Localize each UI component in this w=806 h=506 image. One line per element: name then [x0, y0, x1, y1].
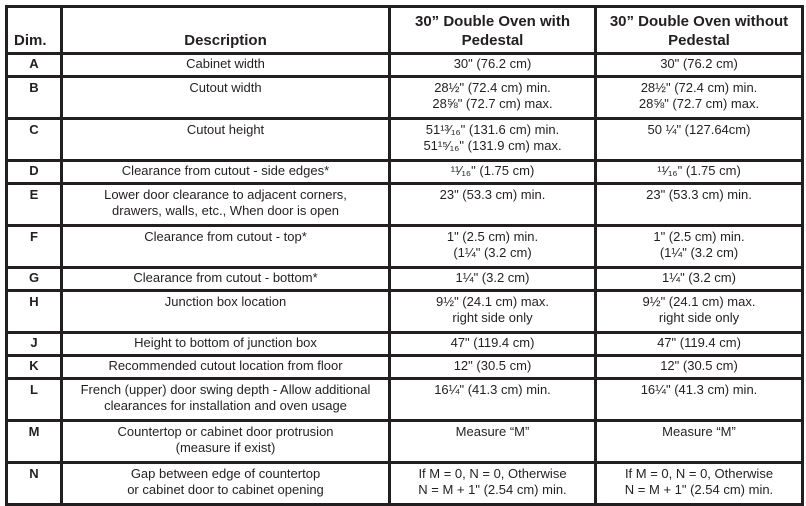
- description-cell: [62, 333, 390, 356]
- header-dim: Dim.: [7, 7, 62, 54]
- with-pedestal-cell-line: 23" (53.3 cm) min.: [439, 187, 546, 202]
- table-row: [7, 226, 803, 268]
- without-pedestal-cell-line: 12" (30.5 cm): [660, 358, 738, 373]
- header-with-pedestal: [390, 7, 596, 54]
- with-pedestal-cell-line: 51¹³⁄₁₆" (131.6 cm) min.: [425, 122, 560, 137]
- without-pedestal-cell-line: 47" (119.4 cm): [657, 335, 741, 350]
- dim-cell: C: [7, 119, 62, 161]
- table-row: [7, 184, 803, 226]
- without-pedestal-cell-line: 50 ¼" (127.64cm): [647, 122, 751, 137]
- without-pedestal-cell-line: 9½" (24.1 cm) max.: [642, 294, 756, 309]
- description-cell-line: Cutout width: [189, 80, 262, 95]
- table-row: [7, 54, 803, 77]
- description-cell-line: or cabinet door to cabinet opening: [127, 482, 324, 497]
- with-pedestal-cell-line: N = M + 1" (2.54 cm) min.: [418, 482, 567, 497]
- description-cell-line: French (upper) door swing depth - Allow additional: [80, 382, 371, 397]
- without-pedestal-cell: [596, 161, 803, 184]
- dim-cell: G: [7, 268, 62, 291]
- description-cell-line: Cutout height: [186, 122, 265, 137]
- header-with-pedestal-line: Pedestal: [461, 32, 524, 49]
- without-pedestal-cell: [596, 333, 803, 356]
- dim-cell: J: [7, 333, 62, 356]
- with-pedestal-cell-line: 12" (30.5 cm): [453, 358, 532, 373]
- description-cell: [62, 226, 390, 268]
- description-cell: [62, 161, 390, 184]
- description-cell-line: Clearance from cutout - side edges*: [121, 163, 330, 178]
- description-cell-line: (measure if exist): [175, 440, 276, 455]
- without-pedestal-cell: [596, 379, 803, 421]
- description-cell-line: Clearance from cutout - top*: [144, 229, 307, 244]
- description-cell-line: Lower door clearance to adjacent corners,: [104, 187, 347, 202]
- dim-cell: L: [7, 379, 62, 421]
- table-row: [7, 161, 803, 184]
- description-cell: [62, 421, 390, 463]
- without-pedestal-cell-line: 28½" (72.4 cm) min.: [640, 80, 758, 95]
- header-without-pedestal-line: Pedestal: [668, 32, 730, 49]
- with-pedestal-cell: [390, 184, 596, 226]
- without-pedestal-cell: [596, 268, 803, 291]
- header-description: Description: [62, 7, 390, 54]
- table-row: [7, 77, 803, 119]
- without-pedestal-cell-line: ¹¹⁄₁₆" (1.75 cm): [657, 163, 741, 178]
- table-row: [7, 268, 803, 291]
- with-pedestal-cell: [390, 291, 596, 333]
- table-row: [7, 333, 803, 356]
- without-pedestal-cell-line: 23" (53.3 cm) min.: [646, 187, 752, 202]
- without-pedestal-cell-line: (1¼" (3.2 cm): [659, 245, 739, 260]
- without-pedestal-cell: [596, 226, 803, 268]
- without-pedestal-cell: [596, 184, 803, 226]
- without-pedestal-cell: [596, 463, 803, 505]
- dim-cell: M: [7, 421, 62, 463]
- dimensions-table: [5, 5, 804, 506]
- description-cell-line: Clearance from cutout - bottom*: [133, 270, 318, 285]
- with-pedestal-cell-line: 1¼" (3.2 cm): [455, 270, 530, 285]
- dim-cell: A: [7, 54, 62, 77]
- with-pedestal-cell: [390, 119, 596, 161]
- with-pedestal-cell-line: ¹¹⁄₁₆" (1.75 cm): [450, 163, 535, 178]
- dim-cell: H: [7, 291, 62, 333]
- description-cell: [62, 291, 390, 333]
- without-pedestal-cell: [596, 54, 803, 77]
- dim-cell: D: [7, 161, 62, 184]
- with-pedestal-cell-line: 9½" (24.1 cm) max.: [436, 294, 549, 309]
- description-cell-line: Cabinet width: [186, 56, 265, 71]
- with-pedestal-cell-line: 1" (2.5 cm) min.: [446, 229, 539, 244]
- with-pedestal-cell-line: 47" (119.4 cm): [450, 335, 535, 350]
- without-pedestal-cell-line: 30" (76.2 cm): [660, 56, 738, 71]
- without-pedestal-cell-line: 1" (2.5 cm) min.: [653, 229, 745, 244]
- without-pedestal-cell-line: right side only: [658, 310, 740, 325]
- without-pedestal-cell-line: 28⅝" (72.7 cm) max.: [638, 96, 760, 111]
- with-pedestal-cell-line: 16¼" (41.3 cm) min.: [434, 382, 551, 397]
- description-cell: [62, 379, 390, 421]
- with-pedestal-cell-line: 30" (76.2 cm): [453, 56, 532, 71]
- header-without-pedestal-line: 30” Double Oven without: [609, 13, 789, 30]
- with-pedestal-cell-line: 28⅝" (72.7 cm) max.: [432, 96, 553, 111]
- with-pedestal-cell: [390, 268, 596, 291]
- with-pedestal-cell: [390, 421, 596, 463]
- table-body: [7, 54, 803, 505]
- with-pedestal-cell: [390, 379, 596, 421]
- without-pedestal-cell: [596, 77, 803, 119]
- description-cell: [62, 54, 390, 77]
- without-pedestal-cell-line: N = M + 1" (2.54 cm) min.: [624, 482, 774, 497]
- header-without-pedestal: [596, 7, 803, 54]
- without-pedestal-cell: [596, 291, 803, 333]
- table-row: [7, 119, 803, 161]
- header-row: [7, 7, 803, 54]
- dim-cell: N: [7, 463, 62, 505]
- table-row: [7, 421, 803, 463]
- with-pedestal-cell: [390, 226, 596, 268]
- header-with-pedestal-line: 30” Double Oven with: [414, 13, 571, 30]
- description-cell-line: Junction box location: [164, 294, 287, 309]
- dim-cell: B: [7, 77, 62, 119]
- with-pedestal-cell-line: (1¼" (3.2 cm): [453, 245, 532, 260]
- description-cell: [62, 356, 390, 379]
- with-pedestal-cell-line: right side only: [452, 310, 533, 325]
- description-cell: [62, 77, 390, 119]
- dim-cell: E: [7, 184, 62, 226]
- description-cell: [62, 268, 390, 291]
- without-pedestal-cell-line: If M = 0, N = 0, Otherwise: [624, 466, 774, 481]
- with-pedestal-cell-line: 28½" (72.4 cm) min.: [434, 80, 551, 95]
- description-cell-line: clearances for installation and oven usage: [104, 398, 347, 413]
- with-pedestal-cell: [390, 161, 596, 184]
- with-pedestal-cell: [390, 356, 596, 379]
- description-cell-line: drawers, walls, etc., When door is open: [112, 203, 339, 218]
- without-pedestal-cell: [596, 421, 803, 463]
- with-pedestal-cell: [390, 77, 596, 119]
- description-cell: [62, 184, 390, 226]
- description-cell-line: Countertop or cabinet door protrusion: [117, 424, 334, 439]
- description-cell-line: Height to bottom of junction box: [134, 335, 317, 350]
- dim-cell: K: [7, 356, 62, 379]
- description-cell-line: Recommended cutout location from floor: [108, 358, 343, 373]
- with-pedestal-cell-line: Measure “M”: [455, 424, 530, 439]
- description-cell-line: Gap between edge of countertop: [130, 466, 321, 481]
- description-cell: [62, 463, 390, 505]
- without-pedestal-cell: [596, 356, 803, 379]
- without-pedestal-cell: [596, 119, 803, 161]
- with-pedestal-cell: [390, 333, 596, 356]
- without-pedestal-cell-line: 1¼" (3.2 cm): [662, 270, 736, 285]
- table-row: [7, 463, 803, 505]
- dim-cell: F: [7, 226, 62, 268]
- table-row: [7, 356, 803, 379]
- description-cell: [62, 119, 390, 161]
- with-pedestal-cell-line: If M = 0, N = 0, Otherwise: [418, 466, 567, 481]
- with-pedestal-cell: [390, 54, 596, 77]
- with-pedestal-cell: [390, 463, 596, 505]
- table-row: [7, 379, 803, 421]
- with-pedestal-cell-line: 51¹⁵⁄₁₆" (131.9 cm) max.: [423, 138, 562, 153]
- without-pedestal-cell-line: 16¼" (41.3 cm) min.: [640, 382, 758, 397]
- without-pedestal-cell-line: Measure “M”: [662, 424, 736, 439]
- table-row: [7, 291, 803, 333]
